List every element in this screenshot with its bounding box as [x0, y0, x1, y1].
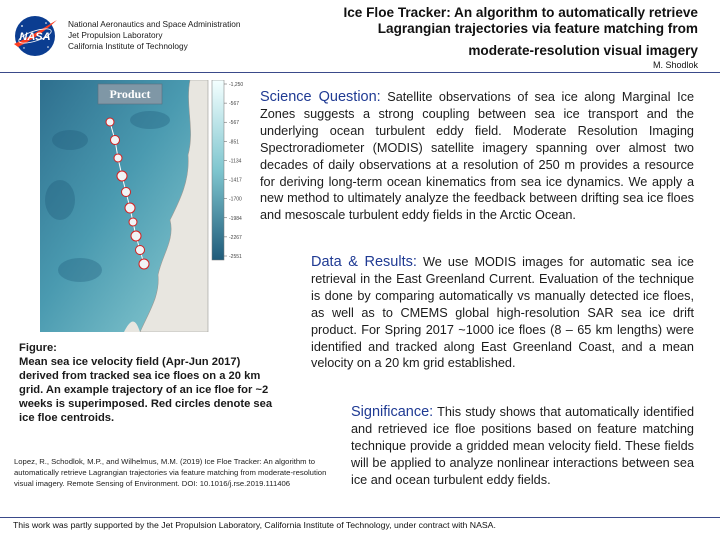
org-line: Jet Propulsion Laboratory: [68, 30, 163, 40]
floe-centroid: [117, 171, 127, 181]
floe-centroid: [122, 188, 131, 197]
colorbar-tick-label: -1134: [229, 158, 242, 165]
org-line: California Institute of Technology: [68, 41, 188, 51]
floe-centroid: [139, 259, 149, 269]
colorbar-tick-label: -1984: [229, 215, 242, 222]
title-line-2: Lagrangian trajectories via feature matching from: [377, 21, 698, 36]
title-line-3: moderate-resolution visual imagery: [468, 43, 698, 58]
floe-centroid: [114, 154, 122, 162]
data-results-section: [311, 254, 694, 372]
colorbar-tick-label: -2267: [229, 234, 242, 241]
figure-caption-text: Mean sea ice velocity field (Apr-Jun 2017) derived from tracked sea ice floes on a 20 km grid. An example trajectory of an ice floe for ~2 weeks is superimposed. Red circles denote sea ice floe centroids.: [19, 356, 273, 425]
significance-section: [351, 404, 694, 489]
significance-body: This study shows that automatically identified and retrieved ice floe positions based on feature matching technique provide a gridded mean velocity field. These fields will be applied to analyze nonlinear interactions between sea ice and ocean turbulent eddy fields.: [351, 405, 694, 487]
science-question-heading: Science Question:: [260, 89, 381, 105]
org-line: National Aeronautics and Space Administration: [68, 19, 241, 29]
organization-block: [68, 19, 241, 52]
footer-divider: [0, 517, 720, 518]
colorbar-tick-label: -567: [229, 101, 240, 108]
colorbar-tick-label: -851: [229, 139, 240, 146]
colorbar-tick-label: -2551: [229, 254, 242, 260]
header-divider: [0, 72, 720, 73]
colorbar: [212, 80, 224, 260]
citation: Lopez, R., Schodlok, M.P., and Wilhelmus, M.M. (2019) Ice Floe Tracker: An algorithm to automatically retrieve Lagrangian trajectories via feature matching from moderate-resolution visual imagery. Remote Sensing of Environment. DOI: 10.1016/j.rse.2019.111406: [14, 457, 327, 488]
nasa-logo: [10, 14, 60, 58]
floe-centroid: [125, 203, 135, 213]
data-results-body: We use MODIS images for automatic sea ice retrieval in the East Greenland Current. Evaluation of the technique is done by comparing automatically vs manually detected ice floes, as well as to CMEMS global high-resolution SAR sea ice drift product. For Spring 2017 ~1000 ice floes (8 – 65 km lengths) were identified and tracked along East Greenland Coast, and a mean velocity on a 20 km grid established.: [311, 255, 694, 371]
science-question-body: Satellite observations of sea ice along Marginal Ice Zones suggests a strong coupling between sea ice transport and the underlying ocean turbulent eddy field. Moderate Resolution Imaging Spectroradiometer (MODIS) satellite imagery spanning over almost two decades of daily observations at a resolution of 250 m provides a resource for deriving long-term ocean kinematics from sea ice dynamics. We apply a new method to ultimately analyze the feedback between drifting sea ice floes and mesoscale turbulent eddy fields in the Arctic Ocean.: [260, 90, 694, 223]
author: M. Shodlok: [652, 60, 698, 70]
colorbar-tick-label: -1417: [229, 177, 242, 184]
colorbar-ticks: [224, 82, 243, 260]
colorbar-tick-label: -1,250: [229, 82, 244, 88]
floe-centroid: [106, 118, 114, 126]
floe-centroid: [111, 136, 120, 145]
science-question-section: [260, 89, 694, 224]
data-results-heading: Data & Results:: [311, 254, 417, 270]
colorbar-tick-label: -567: [229, 120, 240, 127]
floe-centroid: [136, 246, 145, 255]
title-line-1: Ice Floe Tracker: An algorithm to automatically retrieve: [343, 5, 698, 20]
product-label: Product: [109, 87, 151, 101]
figure-caption: [19, 341, 281, 426]
figure-caption-label: Figure:: [19, 342, 57, 354]
colorbar-tick-label: -1700: [229, 196, 242, 203]
footer-acknowledgement: This work was partly supported by the Jet Propulsion Laboratory, California Institute of Technology, under contract with NASA.: [13, 520, 496, 530]
floe-centroid: [131, 231, 141, 241]
significance-heading: Significance:: [351, 404, 434, 420]
velocity-map-figure: [40, 80, 256, 332]
floe-centroid: [129, 218, 137, 226]
nasa-logo-text: NASA: [19, 31, 51, 43]
